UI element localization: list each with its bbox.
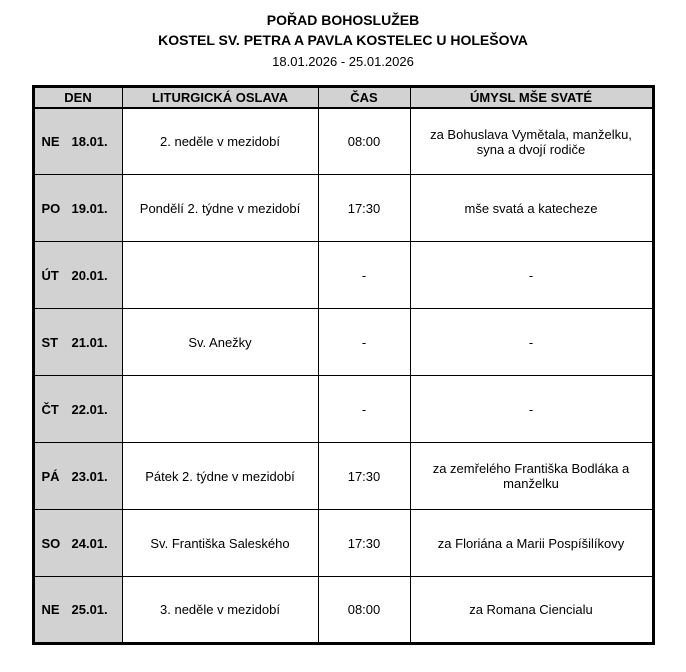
- intention-cell: za zemřelého Františka Bodláka a manželku: [410, 443, 653, 510]
- intention-cell: mše svatá a katecheze: [410, 175, 653, 242]
- liturgy-cell: Sv. Anežky: [122, 309, 318, 376]
- column-header-den: DEN: [33, 87, 122, 108]
- time-cell: 17:30: [318, 443, 410, 510]
- day-date: 19.01.: [71, 200, 108, 216]
- document-header: [0, 10, 686, 71]
- day-date: 21.01.: [71, 334, 108, 350]
- day-cell: [33, 376, 122, 443]
- intention-cell: za Floriána a Marii Pospíšilíkovy: [410, 510, 653, 577]
- table-row: [33, 510, 653, 577]
- column-header-umysl: ÚMYSL MŠE SVATÉ: [410, 87, 653, 108]
- day-cell: [33, 175, 122, 242]
- day-abbr: PÁ: [41, 468, 60, 484]
- day-date: 24.01.: [71, 535, 108, 551]
- liturgy-cell: [122, 376, 318, 443]
- liturgy-cell: 3. neděle v mezidobí: [122, 577, 318, 644]
- day-cell: [33, 108, 122, 175]
- day-cell: [33, 309, 122, 376]
- day-abbr: NE: [41, 134, 60, 150]
- liturgy-cell: [122, 242, 318, 309]
- table-row: [33, 376, 653, 443]
- day-abbr: PO: [41, 200, 61, 216]
- table-row: [33, 309, 653, 376]
- time-cell: -: [318, 309, 410, 376]
- liturgy-cell: Pondělí 2. týdne v mezidobí: [122, 175, 318, 242]
- day-abbr: ÚT: [41, 267, 59, 283]
- header-row: [33, 87, 653, 108]
- day-abbr: ČT: [41, 401, 59, 417]
- day-date: 20.01.: [71, 267, 108, 283]
- time-cell: -: [318, 376, 410, 443]
- time-cell: 08:00: [318, 108, 410, 175]
- liturgy-cell: Pátek 2. týdne v mezidobí: [122, 443, 318, 510]
- day-abbr: SO: [41, 535, 61, 551]
- table-header: [33, 87, 653, 108]
- table-row: [33, 175, 653, 242]
- day-date: 22.01.: [71, 401, 108, 417]
- intention-cell: -: [410, 309, 653, 376]
- table-row: [33, 443, 653, 510]
- column-header-oslava: LITURGICKÁ OSLAVA: [122, 87, 318, 108]
- day-cell: [33, 443, 122, 510]
- day-cell: [33, 510, 122, 577]
- time-cell: 17:30: [318, 510, 410, 577]
- intention-cell: za Romana Ciencialu: [410, 577, 653, 644]
- table-row: [33, 577, 653, 644]
- column-header-cas: ČAS: [318, 87, 410, 108]
- liturgy-cell: 2. neděle v mezidobí: [122, 108, 318, 175]
- time-cell: 17:30: [318, 175, 410, 242]
- day-date: 23.01.: [71, 468, 108, 484]
- time-cell: 08:00: [318, 577, 410, 644]
- table-row: [33, 242, 653, 309]
- day-abbr: ST: [41, 334, 59, 350]
- intention-cell: -: [410, 376, 653, 443]
- table-row: [33, 108, 653, 175]
- intention-cell: -: [410, 242, 653, 309]
- schedule-table: [32, 85, 655, 645]
- time-cell: -: [318, 242, 410, 309]
- day-cell: [33, 242, 122, 309]
- intention-cell: za Bohuslava Vymětala, manželku, syna a dvojí rodiče: [410, 108, 653, 175]
- church-name: KOSTEL SV. PETRA A PAVLA KOSTELEC U HOLEŠOVA: [158, 32, 528, 49]
- document-title: POŘAD BOHOSLUŽEB: [266, 12, 420, 28]
- day-date: 25.01.: [71, 602, 108, 618]
- day-cell: [33, 577, 122, 644]
- date-range: 18.01.2026 - 25.01.2026: [272, 53, 414, 69]
- day-date: 18.01.: [71, 134, 108, 150]
- day-abbr: NE: [41, 602, 60, 618]
- liturgy-cell: Sv. Františka Saleského: [122, 510, 318, 577]
- table-body: [33, 108, 653, 644]
